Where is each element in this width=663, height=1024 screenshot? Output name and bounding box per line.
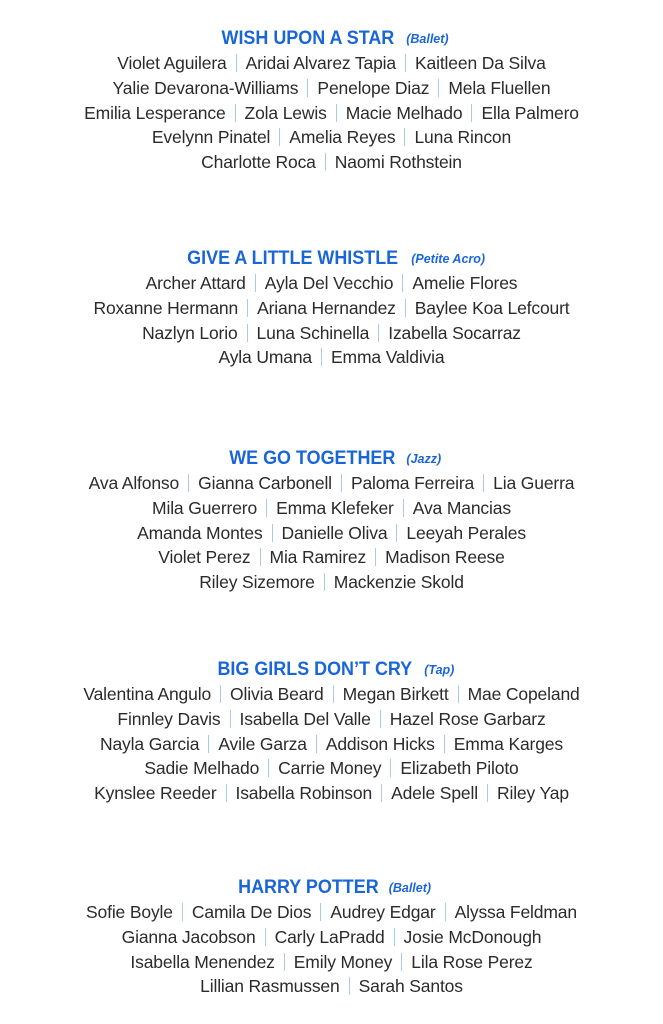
name-separator bbox=[378, 324, 379, 342]
cast-member-name: Luna Rincon bbox=[414, 127, 512, 148]
name-row bbox=[0, 781, 663, 806]
cast-member-name: Macie Melhado bbox=[345, 102, 463, 123]
cast-member-name: Riley Sizemore bbox=[199, 572, 315, 593]
dance-style-label: (Tap) bbox=[424, 663, 455, 677]
cast-member-name: Ava Alfonso bbox=[88, 473, 180, 493]
cast-member-name: Charlotte Roca bbox=[201, 152, 316, 173]
cast-member-name: Finnley Davis bbox=[117, 708, 221, 729]
cast-member-name: Emma Valdivia bbox=[331, 347, 445, 368]
name-row bbox=[0, 101, 663, 126]
name-row bbox=[0, 545, 663, 570]
cast-member-name: Aridai Alvarez Tapia bbox=[245, 53, 396, 73]
name-separator bbox=[208, 735, 209, 753]
name-separator bbox=[405, 299, 406, 317]
dance-style-label: (Jazz) bbox=[406, 452, 442, 466]
cast-member-name: Isabella Robinson bbox=[235, 783, 373, 804]
cast-member-name: Baylee Koa Lefcourt bbox=[414, 297, 570, 318]
cast-member-name: Audrey Edgar bbox=[330, 902, 436, 922]
name-separator bbox=[236, 54, 237, 72]
name-row bbox=[0, 521, 663, 546]
name-row bbox=[0, 682, 663, 707]
name-separator bbox=[471, 104, 472, 122]
cast-member-name: Lillian Rasmussen bbox=[200, 976, 340, 997]
name-separator bbox=[381, 784, 382, 802]
name-row bbox=[0, 570, 663, 595]
cast-member-name: Camila De Dios bbox=[191, 902, 312, 922]
cast-member-name: Emilia Lesperance bbox=[84, 102, 226, 123]
name-separator bbox=[320, 903, 321, 921]
name-separator bbox=[349, 977, 350, 995]
cast-member-name: Lila Rose Perez bbox=[411, 951, 533, 972]
cast-member-name: Emily Money bbox=[293, 951, 393, 972]
name-separator bbox=[336, 104, 337, 122]
name-separator bbox=[375, 548, 376, 566]
name-separator bbox=[390, 759, 391, 777]
name-separator bbox=[325, 153, 326, 171]
cast-member-name: Ayla Del Vecchio bbox=[264, 273, 394, 293]
cast-section bbox=[0, 875, 663, 999]
cast-member-name: Emma Klefeker bbox=[276, 497, 394, 518]
name-row bbox=[0, 496, 663, 521]
cast-member-name: Elizabeth Piloto bbox=[400, 758, 519, 779]
cast-member-name: Isabella Del Valle bbox=[239, 708, 371, 729]
section-title: HARRY POTTER bbox=[238, 876, 379, 898]
name-separator bbox=[316, 735, 317, 753]
name-separator bbox=[226, 784, 227, 802]
name-row bbox=[0, 471, 663, 496]
cast-member-name: Ayla Umana bbox=[218, 347, 313, 368]
cast-member-name: Violet Perez bbox=[158, 547, 251, 568]
name-separator bbox=[255, 274, 256, 292]
section-title: WISH UPON A STAR bbox=[221, 27, 395, 49]
name-separator bbox=[483, 474, 484, 492]
cast-member-name: Olivia Beard bbox=[230, 684, 324, 704]
cast-section bbox=[0, 446, 663, 595]
cast-member-name: Alyssa Feldman bbox=[454, 902, 577, 922]
name-separator bbox=[324, 573, 325, 591]
cast-section bbox=[0, 26, 663, 175]
cast-member-name: Hazel Rose Garbarz bbox=[389, 708, 546, 729]
name-row bbox=[0, 76, 663, 101]
name-separator bbox=[284, 953, 285, 971]
cast-member-name: Amanda Montes bbox=[137, 522, 263, 543]
cast-member-name: Leeyah Perales bbox=[406, 522, 526, 543]
name-separator bbox=[235, 104, 236, 122]
cast-member-name: Megan Birkett bbox=[342, 684, 449, 704]
name-row bbox=[0, 950, 663, 975]
name-row bbox=[0, 732, 663, 757]
cast-member-name: Josie McDonough bbox=[403, 926, 542, 947]
cast-member-name: Mela Fluellen bbox=[448, 77, 551, 98]
cast-member-name: Paloma Ferreira bbox=[350, 473, 475, 493]
name-row bbox=[0, 925, 663, 950]
name-row bbox=[0, 900, 663, 925]
name-separator bbox=[182, 903, 183, 921]
cast-section bbox=[0, 246, 663, 370]
cast-member-name: Amelia Reyes bbox=[289, 127, 396, 148]
cast-member-name: Valentina Angulo bbox=[83, 684, 212, 704]
cast-member-name: Gianna Carbonell bbox=[198, 473, 332, 493]
name-separator bbox=[260, 548, 261, 566]
name-row bbox=[0, 150, 663, 175]
cast-member-name: Riley Yap bbox=[496, 783, 569, 804]
name-row bbox=[0, 974, 663, 999]
name-separator bbox=[272, 524, 273, 542]
cast-member-name: Ava Mancias bbox=[412, 497, 511, 518]
name-separator bbox=[247, 299, 248, 317]
cast-member-name: Nayla Garcia bbox=[99, 733, 200, 754]
section-heading bbox=[0, 657, 663, 682]
name-separator bbox=[266, 499, 267, 517]
cast-member-name: Evelynn Pinatel bbox=[151, 127, 271, 148]
name-separator bbox=[341, 474, 342, 492]
cast-member-name: Penelope Diaz bbox=[317, 77, 430, 98]
name-row bbox=[0, 51, 663, 76]
cast-member-name: Ariana Hernandez bbox=[257, 297, 396, 318]
name-separator bbox=[402, 274, 403, 292]
name-separator bbox=[188, 474, 189, 492]
cast-member-name: Luna Schinella bbox=[256, 322, 370, 343]
cast-section bbox=[0, 657, 663, 806]
name-separator bbox=[321, 348, 322, 366]
name-separator bbox=[396, 524, 397, 542]
cast-member-name: Addison Hicks bbox=[325, 733, 435, 754]
cast-member-name: Carly LaPradd bbox=[274, 926, 385, 947]
name-separator bbox=[403, 499, 404, 517]
name-row bbox=[0, 321, 663, 346]
name-separator bbox=[401, 953, 402, 971]
cast-member-name: Zola Lewis bbox=[244, 102, 327, 123]
cast-member-name: Avile Garza bbox=[218, 733, 307, 754]
name-separator bbox=[265, 928, 266, 946]
cast-member-name: Sarah Santos bbox=[358, 976, 463, 997]
cast-member-name: Carrie Money bbox=[278, 758, 382, 779]
dance-style-label: (Ballet) bbox=[388, 881, 432, 895]
cast-member-name: Madison Reese bbox=[385, 547, 505, 568]
section-heading bbox=[0, 875, 663, 900]
name-separator bbox=[380, 710, 381, 728]
cast-member-name: Isabella Menendez bbox=[130, 951, 275, 972]
name-separator bbox=[404, 128, 405, 146]
name-separator bbox=[230, 710, 231, 728]
name-separator bbox=[394, 928, 395, 946]
name-row bbox=[0, 296, 663, 321]
cast-member-name: Izabella Socarraz bbox=[388, 322, 521, 343]
cast-member-name: Sadie Melhado bbox=[144, 758, 260, 779]
dance-style-label: (Ballet) bbox=[406, 32, 449, 46]
section-heading bbox=[0, 246, 663, 271]
cast-member-name: Lia Guerra bbox=[493, 473, 575, 493]
name-separator bbox=[279, 128, 280, 146]
section-title: WE GO TOGETHER bbox=[229, 447, 396, 469]
section-heading bbox=[0, 446, 663, 471]
cast-member-name: Violet Aguilera bbox=[117, 53, 227, 73]
name-separator bbox=[438, 79, 439, 97]
cast-member-name: Mila Guerrero bbox=[152, 497, 258, 518]
cast-member-name: Mae Copeland bbox=[467, 684, 580, 704]
name-separator bbox=[458, 685, 459, 703]
name-row bbox=[0, 271, 663, 296]
name-separator bbox=[333, 685, 334, 703]
cast-member-name: Ella Palmero bbox=[481, 102, 579, 123]
name-separator bbox=[445, 903, 446, 921]
name-row bbox=[0, 125, 663, 150]
cast-member-name: Danielle Oliva bbox=[281, 522, 388, 543]
section-title: GIVE A LITTLE WHISTLE bbox=[187, 247, 399, 269]
name-row bbox=[0, 756, 663, 781]
cast-member-name: Kynslee Reeder bbox=[94, 783, 217, 804]
name-separator bbox=[405, 54, 406, 72]
cast-member-name: Mackenzie Skold bbox=[333, 572, 464, 593]
cast-member-name: Sofie Boyle bbox=[86, 902, 173, 922]
cast-member-name: Gianna Jacobson bbox=[121, 926, 256, 947]
dance-style-label: (Petite Acro) bbox=[411, 252, 486, 266]
name-separator bbox=[268, 759, 269, 777]
name-row bbox=[0, 345, 663, 370]
cast-member-name: Amelie Flores bbox=[412, 273, 518, 293]
name-row bbox=[0, 707, 663, 732]
section-title: BIG GIRLS DON’T CRY bbox=[217, 658, 412, 680]
cast-member-name: Naomi Rothstein bbox=[334, 152, 462, 173]
cast-member-name: Mia Ramirez bbox=[269, 547, 367, 568]
cast-member-name: Roxanne Hermann bbox=[93, 297, 239, 318]
cast-member-name: Yalie Devarona-Williams bbox=[112, 77, 299, 98]
name-separator bbox=[247, 324, 248, 342]
name-separator bbox=[487, 784, 488, 802]
cast-member-name: Archer Attard bbox=[145, 273, 246, 293]
cast-member-name: Adele Spell bbox=[391, 783, 478, 804]
cast-member-name: Nazlyn Lorio bbox=[142, 322, 238, 343]
name-separator bbox=[444, 735, 445, 753]
cast-member-name: Emma Karges bbox=[453, 733, 563, 754]
name-separator bbox=[220, 685, 221, 703]
section-heading bbox=[0, 26, 663, 51]
name-separator bbox=[307, 79, 308, 97]
cast-member-name: Kaitleen Da Silva bbox=[414, 53, 546, 73]
